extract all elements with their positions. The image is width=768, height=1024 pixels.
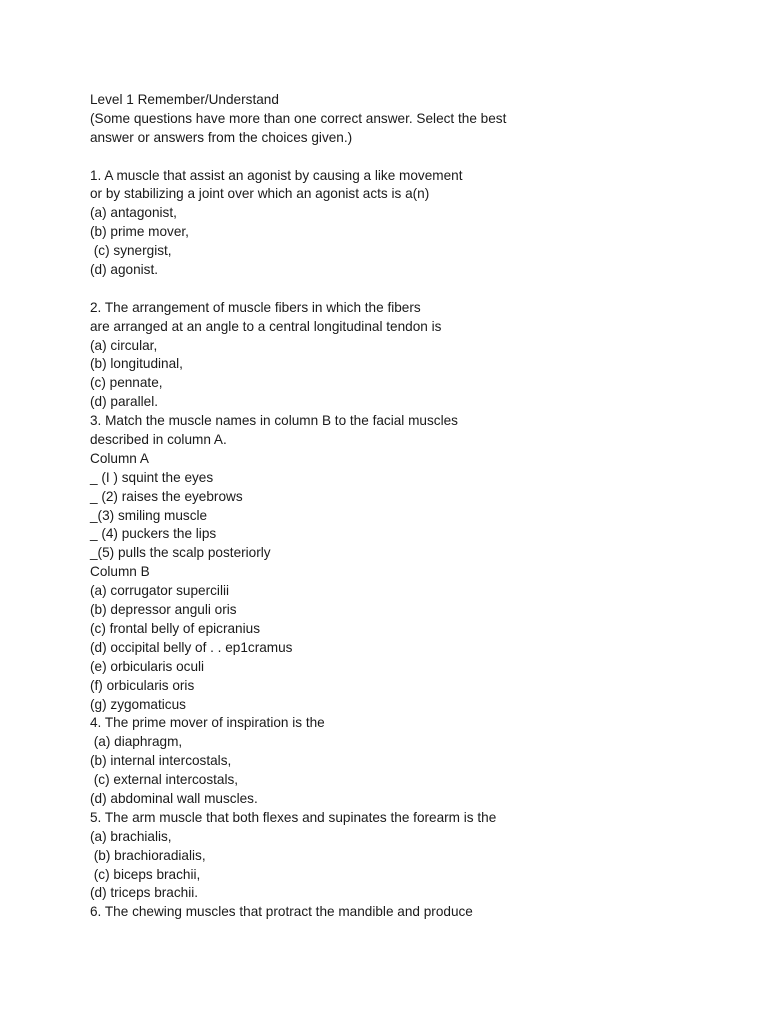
answer-option: (a) diaphragm, xyxy=(90,734,183,750)
question-stem: 4. The prime mover of inspiration is the xyxy=(90,715,325,731)
column-b-item: (a) corrugator supercilii xyxy=(90,583,230,599)
answer-option: (c) synergist, xyxy=(90,243,172,259)
column-a-item: _ (4) puckers the lips xyxy=(90,526,217,542)
column-b-item: (b) depressor anguli oris xyxy=(90,602,237,618)
question-stem: 6. The chewing muscles that protract the mandible and produce xyxy=(90,904,473,920)
column-b-item: (d) occipital belly of . . ep1cramus xyxy=(90,639,293,655)
column-b-item: (f) orbicularis oris xyxy=(90,677,195,693)
question-stem: or by stabilizing a joint over which an agonist acts is a(n) xyxy=(90,186,430,202)
answer-option: (d) parallel. xyxy=(90,394,158,410)
answer-option: (d) abdominal wall muscles. xyxy=(90,790,258,806)
column-b-item: (e) orbicularis oculi xyxy=(90,658,205,674)
column-a-label: Column A xyxy=(90,450,149,466)
answer-option: (b) internal intercostals, xyxy=(90,753,232,769)
level-heading: Level 1 Remember/Understand xyxy=(90,92,279,107)
question-stem: described in column A. xyxy=(90,432,227,448)
answer-option: (d) agonist. xyxy=(90,262,159,278)
column-a-item: _ (2) raises the eyebrows xyxy=(90,488,243,504)
question-1 xyxy=(90,167,730,280)
column-a-item: _(3) smiling muscle xyxy=(90,507,208,523)
question-2 xyxy=(90,299,730,412)
instructions xyxy=(90,110,730,148)
answer-option: (b) longitudinal, xyxy=(90,356,183,372)
answer-option: (b) brachioradialis, xyxy=(90,847,206,863)
answer-option: (c) pennate, xyxy=(90,375,163,391)
column-b-label: Column B xyxy=(90,564,150,580)
answer-option: (a) circular, xyxy=(90,337,158,353)
spacer xyxy=(90,280,730,299)
question-stem: are arranged at an angle to a central longitudinal tendon is xyxy=(90,318,442,334)
question-6 xyxy=(90,903,730,922)
spacer xyxy=(90,148,730,167)
question-stem: 3. Match the muscle names in column B to the facial muscles xyxy=(90,413,458,429)
question-4 xyxy=(90,714,730,808)
column-b-item: (g) zygomaticus xyxy=(90,696,186,712)
question-stem: 2. The arrangement of muscle fibers in which the fibers xyxy=(90,299,421,315)
question-3 xyxy=(90,412,730,714)
answer-option: (b) prime mover, xyxy=(90,224,189,240)
instructions-line: (Some questions have more than one correct answer. Select the best xyxy=(90,110,507,126)
answer-option: (c) biceps brachii, xyxy=(90,866,201,882)
answer-option: (d) triceps brachii. xyxy=(90,885,199,901)
answer-option: (a) antagonist, xyxy=(90,205,177,221)
answer-option: (a) brachialis, xyxy=(90,828,172,844)
column-a-item: _(5) pulls the scalp posteriorly xyxy=(90,545,271,561)
column-b-item: (c) frontal belly of epicranius xyxy=(90,620,260,636)
document-body xyxy=(90,91,730,922)
answer-option: (c) external intercostals, xyxy=(90,772,239,788)
column-a-item: _ (I ) squint the eyes xyxy=(90,469,214,485)
question-stem: 5. The arm muscle that both flexes and supinates the forearm is the xyxy=(90,809,497,825)
question-stem: 1. A muscle that assist an agonist by causing a like movement xyxy=(90,167,463,183)
instructions-line: answer or answers from the choices given.) xyxy=(90,129,353,145)
question-5 xyxy=(90,809,730,903)
